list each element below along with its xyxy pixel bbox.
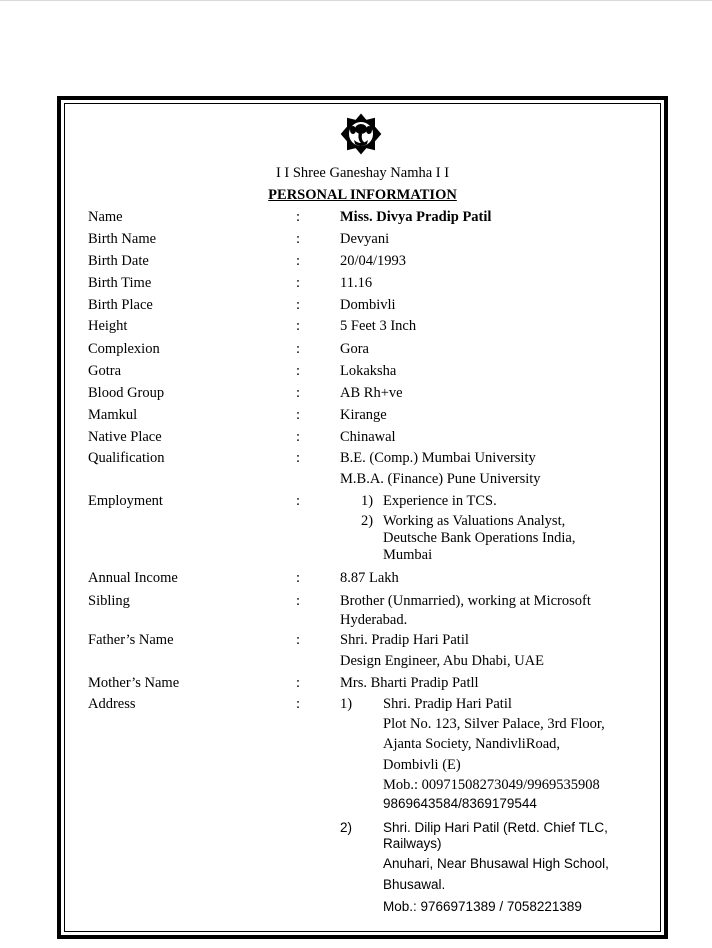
field-separator: : xyxy=(296,493,301,509)
address-line: Shri. Dilip Hari Patil (Retd. Chief TLC, xyxy=(383,820,608,835)
field-separator: : xyxy=(296,593,301,609)
field-label-sibling: Sibling xyxy=(88,593,130,609)
field-separator: : xyxy=(296,231,301,247)
field-label-blood-group: Blood Group xyxy=(88,385,165,401)
field-label-father-name: Father’s Name xyxy=(88,632,174,648)
field-separator: : xyxy=(296,570,301,586)
field-value-mother-name: Mrs. Bharti Pradip Patll xyxy=(340,675,479,691)
field-label-address: Address xyxy=(88,696,136,712)
address-line: Dombivli (E) xyxy=(383,757,461,773)
father-line: Design Engineer, Abu Dhabi, UAE xyxy=(340,653,544,669)
field-value-birth-place: Dombivli xyxy=(340,297,396,313)
field-separator: : xyxy=(296,253,301,269)
field-label-gotra: Gotra xyxy=(88,363,122,379)
address-line: 9869643584/8369179544 xyxy=(383,796,537,811)
employment-item-text: Mumbai xyxy=(383,547,433,563)
field-separator: : xyxy=(296,318,301,334)
ganesha-emblem-icon xyxy=(340,113,382,155)
field-separator: : xyxy=(296,407,301,423)
employment-item-text: Deutsche Bank Operations India, xyxy=(383,530,576,546)
father-line: Shri. Pradip Hari Patil xyxy=(340,632,469,648)
field-label-name: Name xyxy=(88,209,123,225)
field-separator: : xyxy=(296,363,301,379)
field-value-annual-income: 8.87 Lakh xyxy=(340,570,399,586)
field-separator: : xyxy=(296,341,301,357)
field-label-height: Height xyxy=(88,318,128,334)
field-separator: : xyxy=(296,632,301,648)
field-label-qualification: Qualification xyxy=(88,450,165,466)
field-value-birth-date: 20/04/1993 xyxy=(340,253,407,269)
field-value-mamkul: Kirange xyxy=(340,407,387,423)
top-edge-line xyxy=(0,0,712,1)
field-value-height: 5 Feet 3 Inch xyxy=(340,318,417,334)
address-line: Railways) xyxy=(383,836,442,851)
field-label-birth-time: Birth Time xyxy=(88,275,152,291)
sibling-line: Hyderabad. xyxy=(340,612,408,628)
field-value-native-place: Chinawal xyxy=(340,429,396,445)
field-label-mother-name: Mother’s Name xyxy=(88,675,180,691)
page-title: PERSONAL INFORMATION xyxy=(268,187,457,203)
field-label-native-place: Native Place xyxy=(88,429,162,445)
field-label-annual-income: Annual Income xyxy=(88,570,178,586)
address-line: Anuhari, Near Bhusawal High School, xyxy=(383,856,609,871)
field-separator: : xyxy=(296,385,301,401)
address-entry-number: 2) xyxy=(340,820,353,835)
blessing-line: I I Shree Ganeshay Namha I I xyxy=(275,165,450,181)
field-separator: : xyxy=(296,675,301,691)
address-line: Ajanta Society, NandivliRoad, xyxy=(383,736,561,752)
field-label-birth-place: Birth Place xyxy=(88,297,153,313)
qualification-line: M.B.A. (Finance) Pune University xyxy=(340,471,541,487)
field-separator: : xyxy=(296,209,301,225)
employment-item-text: Experience in TCS. xyxy=(383,493,497,509)
address-line: Shri. Pradip Hari Patil xyxy=(383,696,512,712)
address-line: Mob.: 00971508273049/9969535908 xyxy=(383,777,600,793)
address-line: Plot No. 123, Silver Palace, 3rd Floor, xyxy=(383,716,605,732)
field-separator: : xyxy=(296,450,301,466)
field-value-blood-group: AB Rh+ve xyxy=(340,385,403,401)
field-label-complexion: Complexion xyxy=(88,341,160,357)
employment-item-number: 1) xyxy=(361,493,374,509)
field-separator: : xyxy=(296,275,301,291)
field-label-employment: Employment xyxy=(88,493,163,509)
field-value-birth-name: Devyani xyxy=(340,231,390,247)
address-line: Mob.: 9766971389 / 7058221389 xyxy=(383,899,582,914)
address-entry-number: 1) xyxy=(340,696,353,712)
employment-item-number: 2) xyxy=(361,513,374,529)
field-value-name: Miss. Divya Pradip Patil xyxy=(340,209,492,225)
field-label-birth-date: Birth Date xyxy=(88,253,149,269)
field-value-complexion: Gora xyxy=(340,341,369,357)
qualification-line: B.E. (Comp.) Mumbai University xyxy=(340,450,536,466)
field-separator: : xyxy=(296,696,301,712)
field-value-birth-time: 11.16 xyxy=(340,275,373,291)
field-value-gotra: Lokaksha xyxy=(340,363,397,379)
field-separator: : xyxy=(296,297,301,313)
sibling-line: Brother (Unmarried), working at Microsoft xyxy=(340,593,591,609)
field-label-birth-name: Birth Name xyxy=(88,231,157,247)
address-line: Bhusawal. xyxy=(383,877,446,892)
field-label-mamkul: Mamkul xyxy=(88,407,138,423)
employment-item-text: Working as Valuations Analyst, xyxy=(383,513,566,529)
field-separator: : xyxy=(296,429,301,445)
